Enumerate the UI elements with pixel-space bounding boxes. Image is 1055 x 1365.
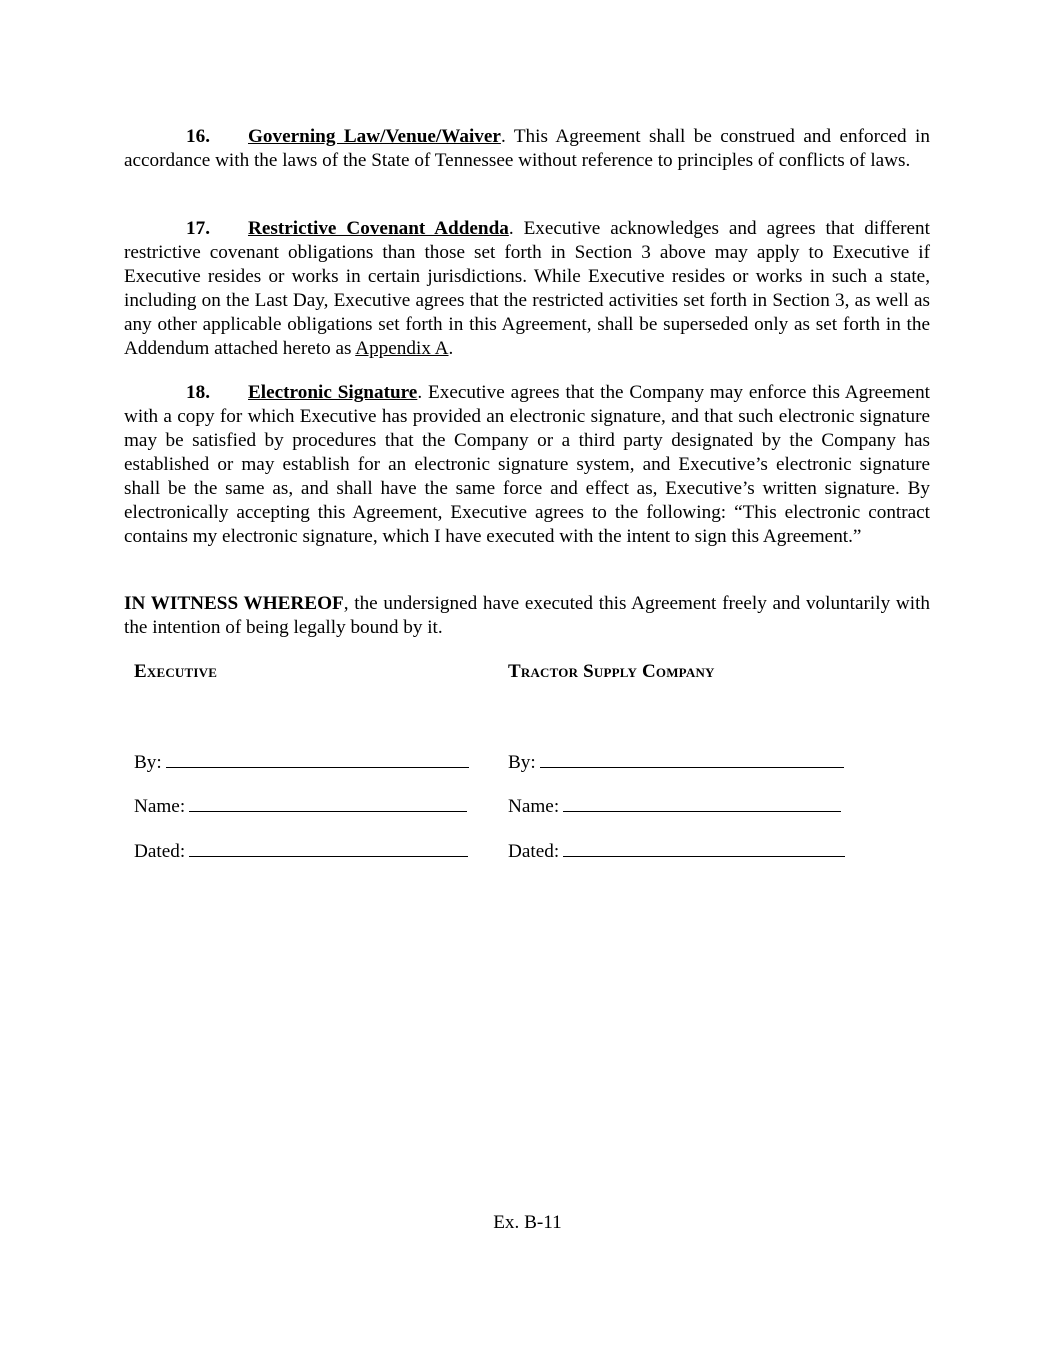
appendix-a-link[interactable]: Appendix A <box>355 338 449 359</box>
section-16 <box>124 125 930 173</box>
executive-party-label: Executive <box>134 661 218 682</box>
page-number: Ex. B-11 <box>493 1212 562 1233</box>
dated-label: Dated: <box>508 841 560 862</box>
company-dated-line <box>508 838 845 864</box>
section-17 <box>124 217 930 361</box>
company-by-field[interactable] <box>540 749 844 768</box>
section-heading: Electronic Signature <box>248 382 418 403</box>
witness-clause <box>124 592 930 640</box>
section-number: 18. <box>186 382 210 403</box>
section-number: 17. <box>186 218 210 239</box>
section-heading: Restrictive Covenant Addenda <box>248 218 509 239</box>
section-body: . Executive agrees that the Company may enforce this Agreement with a copy for which Executive has provided an electronic signature, and that such electronic signature may be satisfied by procedures that the Company or a third party designated by the Company has established or may establish for an electronic signature system, and Executive’s electronic signature shall be the same as, and shall have the same force and effect as, Executive’s written signature. By electronically accepting this Agreement, Executive agrees to the following: “This electronic contract contains my electronic signature, which I have executed with the intent to sign this Agreement.” <box>124 382 930 547</box>
by-label: By: <box>508 752 536 773</box>
section-number: 16. <box>186 126 210 147</box>
executive-by-field[interactable] <box>166 749 469 768</box>
executive-dated-line <box>134 838 468 864</box>
name-label: Name: <box>134 796 186 817</box>
executive-name-field[interactable] <box>189 793 467 812</box>
company-name-field[interactable] <box>563 793 841 812</box>
company-name-line <box>508 793 841 819</box>
name-label: Name: <box>508 796 560 817</box>
by-label: By: <box>134 752 162 773</box>
section-tail: . <box>448 338 454 359</box>
executive-name-line <box>134 793 467 819</box>
executive-dated-field[interactable] <box>189 838 468 857</box>
witness-text: , the undersigned have executed this Agreement freely and voluntarily with the intention of being legally bound by it. <box>124 593 930 638</box>
company-party-label: Tractor Supply Company <box>508 661 715 682</box>
section-body: . Executive acknowledges and agrees that different restrictive covenant obligations than those set forth in Section 3 above may apply to Executive if Executive resides or works in certain jurisdictions. While Executive resides or works in such a state, including on the Last Day, Executive agrees that the restricted activities set forth in Section 3, as well as any other applicable obligations set forth in this Agreement, shall be superseded only as set forth in the Addendum attached hereto as <box>124 218 930 359</box>
section-body: . This Agreement shall be construed and enforced in accordance with the laws of the State of Tennessee without reference to principles of conflicts of laws. <box>124 126 930 171</box>
section-18 <box>124 381 930 549</box>
company-by-line <box>508 749 844 775</box>
section-heading: Governing Law/Venue/Waiver <box>248 126 501 147</box>
executive-by-line <box>134 749 469 775</box>
witness-lead: IN WITNESS WHEREOF <box>124 593 344 614</box>
company-dated-field[interactable] <box>563 838 845 857</box>
dated-label: Dated: <box>134 841 186 862</box>
